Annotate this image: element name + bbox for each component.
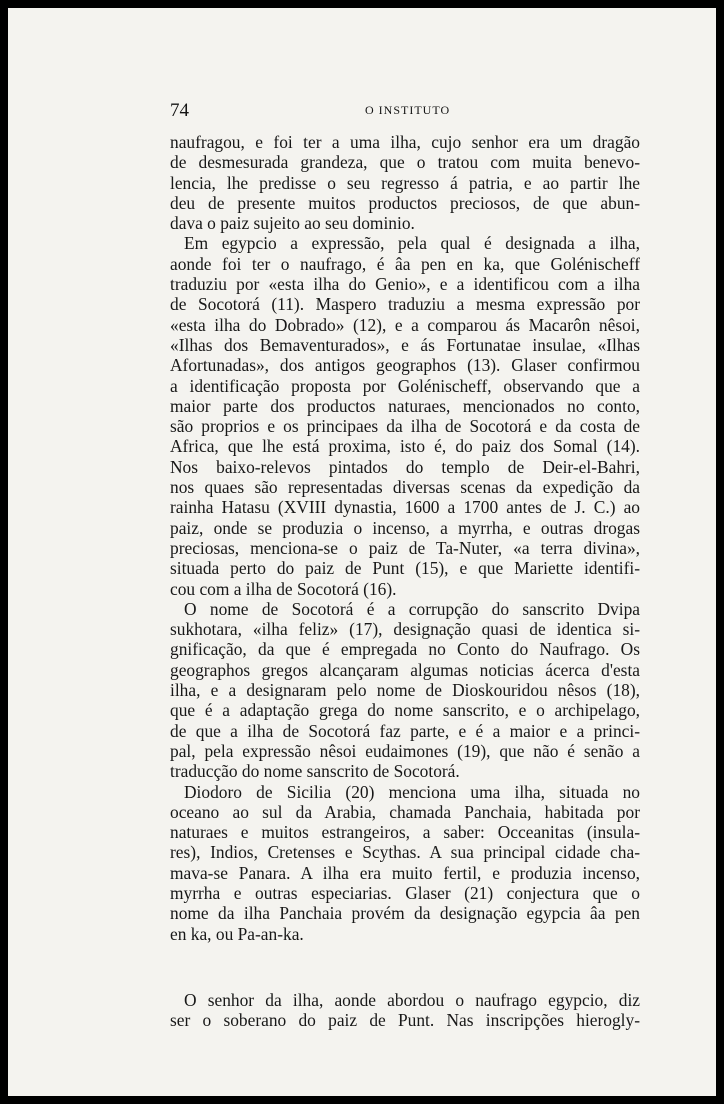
text-line: traduziu por «esta ilha do Genio», e a identificou com a ilha — [170, 274, 640, 295]
text-line: de que a ilha de Socotorá faz parte, e é a maior e a princi- — [170, 720, 640, 741]
text-line: oceano ao sul da Arabia, chamada Panchaia, habitada por — [170, 801, 640, 822]
text-line: mava-se Panara. A ilha era muito fertil, e produzia incenso, — [170, 862, 640, 883]
text-line: gnificação, da que é empregada no Conto do Naufrago. Os — [170, 639, 640, 660]
text-line: deu de presente muitos productos preciosos, de que abun- — [170, 192, 640, 213]
text-line: geographos gregos alcançaram algumas noticias ácerca d'esta — [170, 659, 640, 680]
paragraph — [170, 599, 640, 782]
text-line: myrrha e outras especiarias. Glaser (21) conjectura que o — [170, 882, 640, 903]
text-line: traducção do nome sanscrito de Socotorá. — [170, 761, 460, 782]
text-line: pal, pela expressão nêsoi eudaimones (19), que não é senão a — [170, 740, 640, 761]
text-line: «esta ilha do Dobrado» (12), e a comparou ás Macarôn nêsoi, — [170, 314, 640, 335]
text-line: en ka, ou Pa-an-ka. — [170, 923, 304, 944]
body-text — [170, 132, 640, 1030]
text-line: Afortunadas», dos antigos geographos (13). Glaser confirmou — [170, 355, 640, 376]
page-number: 74 — [170, 100, 189, 121]
text-line: ilha, e a designaram pelo nome de Dioskouridou nêsos (18), — [170, 680, 640, 701]
text-line: Diodoro de Sicilia (20) menciona uma ilha, situada no — [184, 781, 640, 802]
text-line: O senhor da ilha, aonde abordou o naufrago egypcio, diz — [184, 989, 640, 1010]
book-page — [8, 8, 716, 1096]
text-line: de desmesurada grandeza, que o tratou com muita benevo- — [170, 152, 640, 173]
page-header — [170, 100, 640, 120]
text-line: nome da ilha Panchaia provém da designação egypcia âa pen — [170, 903, 640, 924]
text-line: preciosas, menciona-se o paiz de Ta-Nuter, «a terra divina», — [170, 537, 640, 558]
running-title: O INSTITUTO — [365, 103, 451, 117]
paragraph — [170, 782, 640, 944]
text-line: a identificação proposta por Golénischeff, observando que a — [170, 375, 640, 396]
text-line: Nos baixo-relevos pintados do templo de Deir-el-Bahri, — [170, 456, 640, 477]
text-line: Em egypcio a expressão, pela qual é designada a ilha, — [184, 233, 640, 254]
text-line: que é a adaptação grega do nome sanscrito, e o archipelago, — [170, 700, 640, 721]
paragraph — [170, 233, 640, 598]
paragraph — [170, 132, 640, 233]
text-line: Africa, que lhe está proxima, isto é, do paiz dos Somal (14). — [170, 436, 640, 457]
text-line: nos quaes são representadas diversas scenas da expedição da — [170, 477, 640, 498]
text-line: «Ilhas dos Bemaventurados», e ás Fortunatae insulae, «Ilhas — [170, 334, 640, 355]
text-line: lencia, lhe predisse o seu regresso á patria, e ao partir lhe — [170, 172, 640, 193]
text-line: rainha Hatasu (XVIII dynastia, 1600 a 1700 antes de J. C.) ao — [170, 497, 640, 518]
section-gap — [170, 944, 640, 990]
text-line: cou com a ilha de Socotorá (16). — [170, 578, 397, 599]
text-line: sukhotara, «ilha feliz» (17), designação quasi de identica si- — [170, 619, 640, 640]
text-line: dava o paiz sujeito ao seu dominio. — [170, 213, 415, 234]
text-line: maior parte dos productos naturaes, mencionados no conto, — [170, 395, 640, 416]
text-line: são proprios e os principaes da ilha de Socotorá e da costa de — [170, 416, 640, 437]
paragraph — [170, 990, 640, 1031]
text-line: aonde foi ter o naufrago, é âa pen en ka, que Golénischeff — [170, 253, 640, 274]
text-line: de Socotorá (11). Maspero traduziu a mesma expressão por — [170, 294, 640, 315]
text-line: situada perto do paiz de Punt (15), e que Mariette identifi- — [170, 558, 640, 579]
text-line: ser o soberano do paiz de Punt. Nas inscripções hierogly- — [170, 1010, 640, 1031]
text-line: paiz, onde se produzia o incenso, a myrrha, e outras drogas — [170, 517, 640, 538]
text-line: res), Indios, Cretenses e Scythas. A sua principal cidade cha- — [170, 842, 640, 863]
text-line: O nome de Socotorá é a corrupção do sanscrito Dvipa — [184, 598, 640, 619]
text-line: naufragou, e foi ter a uma ilha, cujo senhor era um dragão — [170, 132, 640, 152]
text-line: naturaes e muitos estrangeiros, a saber: Occeanitas (insula- — [170, 822, 640, 843]
